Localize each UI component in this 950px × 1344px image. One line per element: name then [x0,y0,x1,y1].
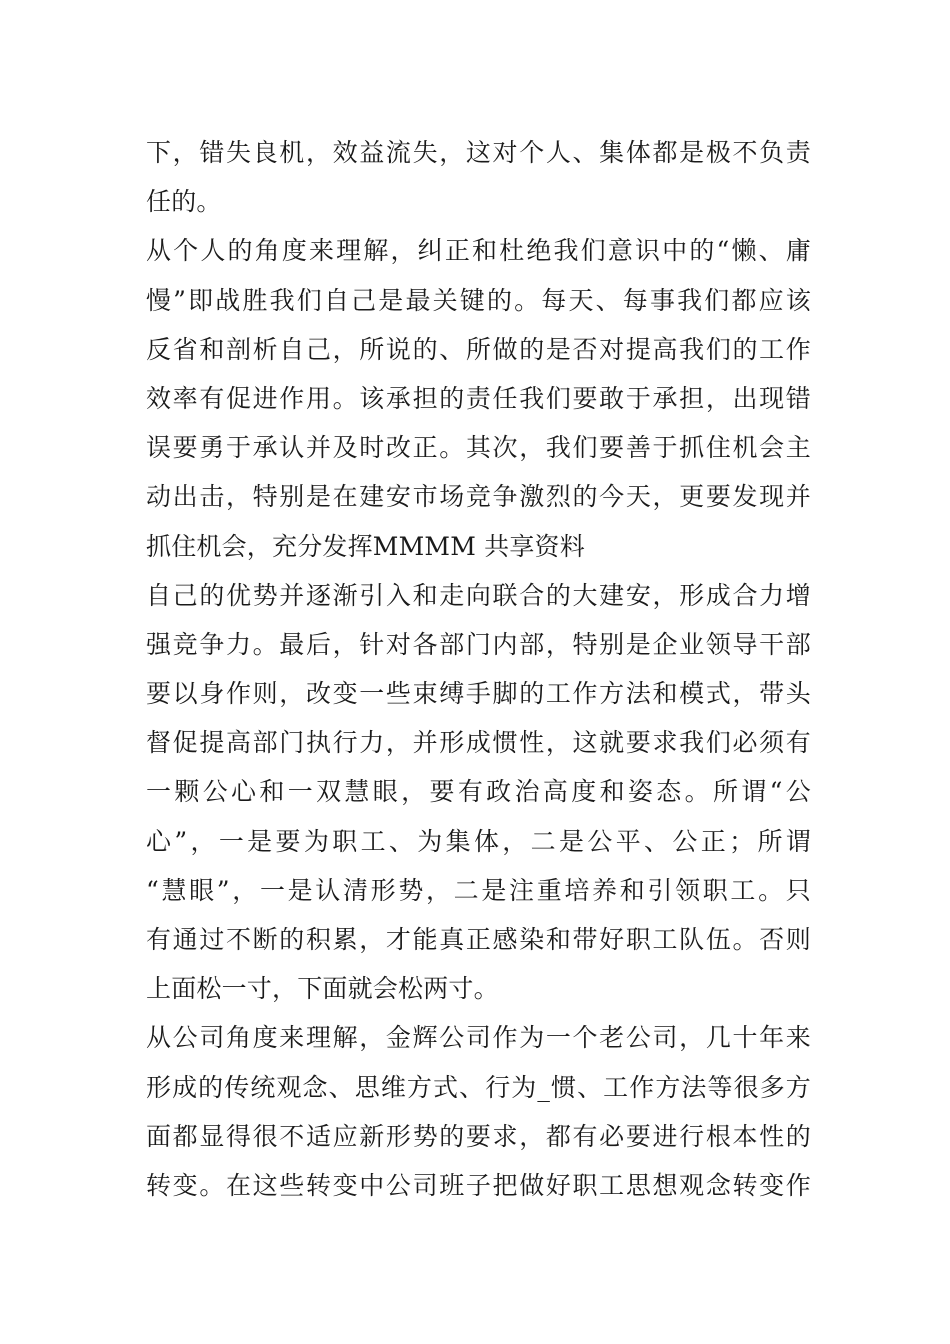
text-line: “慧眼”，一是认清形势，二是注重培养和引领职工。只 [146,875,811,905]
text-line: 心”，一是要为职工、为集体，二是公平、公正；所谓 [146,826,811,856]
text-line: 从个人的角度来理解，纠正和杜绝我们意识中的“懒、庸 [146,236,811,266]
text-line: 慢”即战胜我们自己是最关键的。每天、每事我们都应该 [146,285,811,315]
text-line: 转变。在这些转变中公司班子把做好职工思想观念转变作 [146,1170,811,1200]
text-line: 有通过不断的积累，才能真正感染和带好职工队伍。否则 [146,925,811,954]
text-line: 效率有促进作用。该承担的责任我们要敢于承担，出现错 [146,383,811,413]
text-line: 强竞争力。最后，针对各部门内部，特别是企业领导干部 [146,629,811,659]
text-line: 一颗公心和一双慧眼，要有政治高度和姿态。所谓“公 [146,777,811,807]
text-line: 抓住机会，充分发挥MMMM 共享资料 [146,531,585,561]
text-line: 误要勇于承认并及时改正。其次，我们要善于抓住机会主 [146,433,811,463]
text-line: 反省和剖析自己，所说的、所做的是否对提高我们的工作 [146,334,811,364]
text-line: 面都显得很不适应新形势的要求，都有必要进行根本性的 [146,1121,811,1151]
text-line: 督促提高部门执行力，并形成惯性，这就要求我们必须有 [146,728,811,758]
text-line: 从公司角度来理解，金辉公司作为一个老公司，几十年来 [146,1023,811,1053]
text-line: 上面松一寸，下面就会松两寸。 [146,974,499,1004]
text-line: 要以身作则，改变一些束缚手脚的工作方法和模式，带头 [146,679,811,709]
document-body [146,128,811,1210]
text-line: 形成的传统观念、思维方式、行为_惯、工作方法等很多方 [146,1072,811,1102]
text-line: 自己的优势并逐渐引入和走向联合的大建安，形成合力增 [146,580,811,610]
text-line: 动出击，特别是在建安市场竞争激烈的今天，更要发现并 [146,482,811,512]
text-line: 下，错失良机，效益流失，这对个人、集体都是极不负责 [146,138,811,167]
text-line: 任的。 [146,187,222,217]
